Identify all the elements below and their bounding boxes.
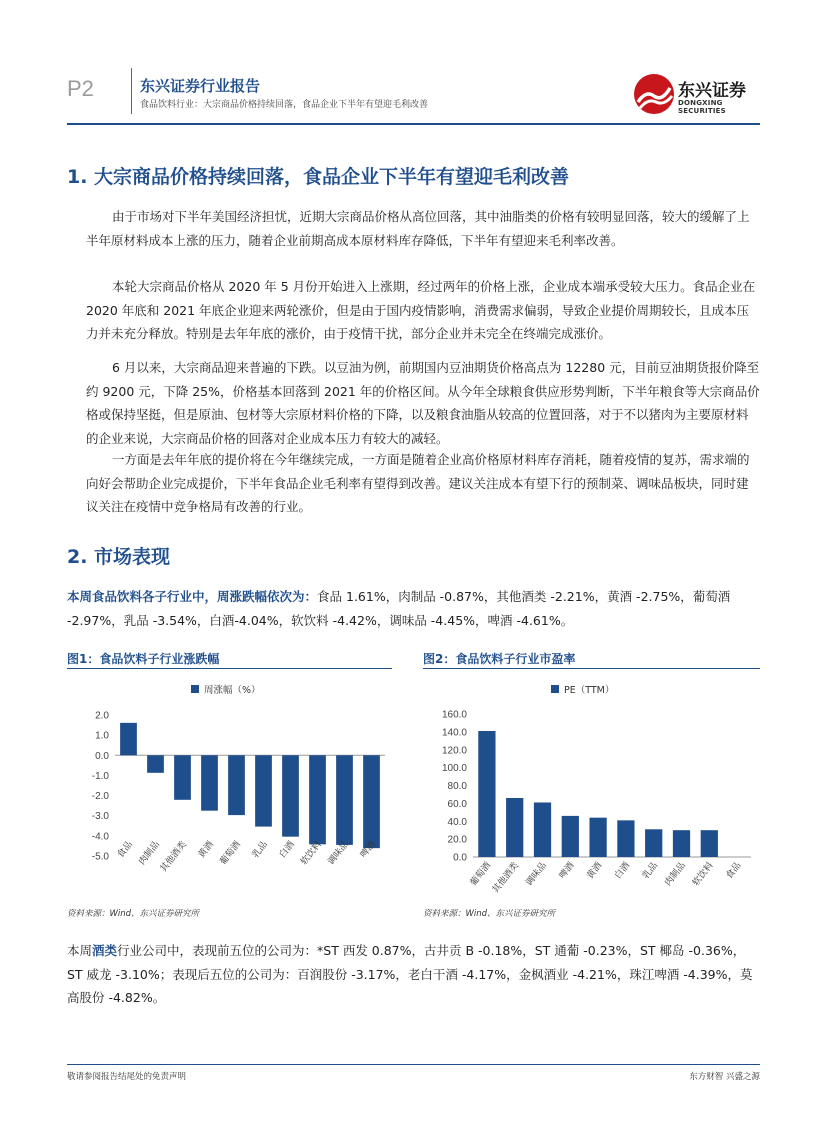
logo-text-en: DONGXING SECURITIES — [678, 99, 726, 115]
figure1-chart — [67, 672, 392, 906]
chart1-ytick-label: 2.0 — [95, 710, 109, 722]
footer-slogan: 东方财智 兴盛之源 — [689, 1072, 760, 1082]
chart2-ytick-label: 0.0 — [453, 852, 467, 864]
chart1-bar-啤酒 — [363, 755, 380, 848]
chart1-xtick-label: 乳品 — [250, 839, 270, 861]
page-number: P2 — [67, 76, 94, 101]
liquor-companies-sector: 酒类 — [92, 943, 118, 958]
section2-heading: 2. 市场表现 — [67, 546, 171, 568]
chart2-bar-调味品 — [534, 802, 551, 857]
figure1-chart-svg — [67, 672, 392, 902]
figure2-title: 图2：食品饮料子行业市盈率 — [423, 652, 576, 666]
chart2-xtick-label: 白酒 — [613, 860, 633, 882]
chart2-bar-乳品 — [645, 829, 662, 857]
company-logo — [632, 70, 762, 118]
chart2-bar-软饮料 — [701, 830, 718, 857]
report-series-title: 东兴证券行业报告 — [140, 77, 261, 95]
chart2-xtick-label: 葡萄酒 — [468, 860, 494, 889]
market-performance-values: 食品 1.61%，肉制品 -0.87%，其他酒类 -2.21%，黄酒 -2.75%，葡萄酒 -2.97%，乳品 -3.54%，白酒-4.04%，软饮料 -4.42%，调味品 -4.45%，啤酒 -4.61%。 — [67, 589, 731, 628]
chart2-bar-其他酒类 — [506, 798, 523, 857]
chart2-ytick-label: 20.0 — [447, 834, 467, 846]
chart2-ytick-label: 80.0 — [447, 781, 467, 792]
liquor-companies-values: 行业公司中，表现前五位的公司为：*ST 西发 0.87%，古井贡 B -0.18%，ST 通葡 -0.23%，ST 椰岛 -0.36%，ST 威龙 -3.10%；表现后五位的公司为：百润股份 -3.17%，老白干酒 -4.17%，金枫酒业 -4.21%，珠江啤酒 -4.39%，莫高股份 -4.82%。 — [67, 943, 753, 1005]
chart2-bar-啤酒 — [562, 816, 579, 857]
chart2-ytick-label: 60.0 — [447, 798, 467, 810]
header-rule — [67, 123, 760, 125]
chart2-xtick-label: 其他酒类 — [491, 860, 522, 896]
figure2-rule — [423, 668, 760, 669]
chart1-bar-调味品 — [336, 755, 353, 845]
chart1-bar-其他酒类 — [174, 755, 191, 800]
figure1-title: 图1：食品饮料子行业涨跌幅 — [67, 652, 220, 666]
section1-heading: 1. 大宗商品价格持续回落，食品企业下半年有望迎毛利改善 — [67, 166, 570, 188]
figure2-chart — [423, 672, 760, 906]
chart2-xtick-label: 调味品 — [524, 860, 549, 889]
logo-text-cn: 东兴证券 — [678, 81, 746, 101]
chart1-xtick-label: 黄酒 — [196, 839, 216, 861]
chart1-ytick-label: 0.0 — [95, 750, 109, 762]
chart1-bar-软饮料 — [309, 755, 326, 844]
section1-paragraph-2: 本轮大宗商品价格从 2020 年 5 月份开始进入上涨期，经过两年的价格上涨，企业成本端承受较大压力。食品企业在 2020 年底和 2021 年底企业迎来两轮涨价，但是由于国内疫情影响，消费需求偏弱，导致企业提价周期较长，且成本压力并未充分释放。特别是去年年底的涨价，由于疫情干扰，部分企业并未完全在终端完成涨价。 — [86, 279, 756, 341]
logo-mark-icon — [632, 72, 676, 116]
chart2-bar-肉制品 — [673, 830, 690, 857]
chart2-ytick-label: 140.0 — [441, 727, 467, 739]
footer-disclaimer: 敬请参阅报告结尾处的免责声明 — [67, 1072, 187, 1082]
chart1-xtick-label: 其他酒类 — [158, 839, 189, 875]
liquor-companies-prefix: 本周 — [67, 943, 93, 958]
chart1-bar-白酒 — [282, 755, 299, 836]
chart2-bar-白酒 — [617, 820, 634, 857]
figure2-source: 资料来源：Wind、东兴证券研究所 — [423, 909, 556, 919]
chart1-legend-swatch — [191, 685, 199, 693]
section1-paragraph-3: 6 月以来，大宗商品迎来普遍的下跌。以豆油为例，前期国内豆油期货价格高点为 12280 元，目前豆油期货报价降至约 9200 元，下降 25%，价格基本回落到 2021 年的价格区间。从今年全球粮食供应形势判断，下半年粮食等大宗商品价格或保持坚挺，但是原油、包材等大宗原材料价格的下降，以及粮食油脂从较高的位置回落，对于不以猪肉为主要原材料的企业来说，大宗商品价格的回落对企业成本压力有较大的减轻。 — [86, 360, 760, 446]
chart1-ytick-label: -4.0 — [91, 831, 109, 843]
chart2-ytick-label: 100.0 — [441, 763, 467, 775]
chart2-xtick-label: 食品 — [724, 860, 744, 882]
figure1-rule — [67, 668, 392, 669]
figure2-chart-svg — [423, 672, 760, 902]
chart2-ytick-label: 120.0 — [441, 745, 467, 757]
report-subtitle: 食品饮料行业：大宗商品价格持续回落，食品企业下半年有望迎毛利改善 — [140, 100, 429, 110]
chart1-xtick-label: 葡萄酒 — [218, 839, 243, 868]
footer-rule — [67, 1064, 760, 1065]
chart1-xtick-label: 调味品 — [326, 839, 351, 868]
chart1-xtick-label: 白酒 — [277, 839, 297, 861]
section1-paragraph-4: 一方面是去年年底的提价将在今年继续完成，一方面是随着企业高价格原材料库存消耗，随着疫情的复苏，需求端的向好会帮助企业完成提价，下半年食品企业毛利率有望得到改善。建议关注成本有望下行的预制菜、调味品板块，同时建议关注在疫情中竞争格局有改善的行业。 — [86, 452, 750, 514]
chart2-xtick-label: 肉制品 — [663, 860, 688, 889]
chart1-ytick-label: -2.0 — [91, 791, 109, 803]
chart2-xtick-label: 啤酒 — [557, 860, 577, 882]
chart1-ytick-label: -5.0 — [91, 851, 109, 863]
chart1-xtick-label: 食品 — [115, 839, 135, 861]
chart2-legend-label: PE（TTM） — [564, 685, 615, 696]
chart2-xtick-label: 乳品 — [641, 860, 661, 882]
liquor-companies-text — [67, 939, 760, 1010]
chart2-bar-葡萄酒 — [478, 731, 495, 857]
chart2-ytick-label: 40.0 — [447, 816, 467, 828]
header-divider — [131, 68, 132, 114]
chart1-bar-食品 — [120, 723, 137, 755]
chart1-ytick-label: -1.0 — [91, 770, 109, 782]
section1-paragraph-1: 由于市场对下半年美国经济担忧，近期大宗商品价格从高位回落，其中油脂类的价格有较明显回落，较大的缓解了上半年原材料成本上涨的压力，随着企业前期高成本原材料库存降低，下半年有望迎来毛利率改善。 — [86, 209, 750, 248]
chart2-xtick-label: 黄酒 — [585, 860, 605, 882]
chart2-bar-黄酒 — [589, 818, 606, 857]
chart1-ytick-label: 1.0 — [95, 730, 109, 742]
market-performance-text — [67, 585, 760, 632]
chart1-ytick-label: -3.0 — [91, 811, 109, 823]
chart1-legend-label: 周涨幅（%） — [204, 685, 261, 696]
chart1-xtick-label: 软饮料 — [299, 839, 324, 868]
chart1-bar-黄酒 — [201, 755, 218, 810]
chart1-bar-葡萄酒 — [228, 755, 245, 815]
chart2-xtick-label: 软饮料 — [691, 860, 716, 889]
chart2-legend-swatch — [551, 685, 559, 693]
chart1-xtick-label: 肉制品 — [137, 839, 162, 868]
figure1-source: 资料来源：Wind、东兴证券研究所 — [67, 909, 200, 919]
market-performance-lead: 本周食品饮料各子行业中，周涨跌幅依次为： — [67, 589, 318, 604]
chart2-ytick-label: 160.0 — [441, 709, 467, 721]
chart1-bar-肉制品 — [147, 755, 164, 773]
chart1-bar-乳品 — [255, 755, 272, 826]
chart1-xtick-label: 啤酒 — [358, 839, 378, 861]
